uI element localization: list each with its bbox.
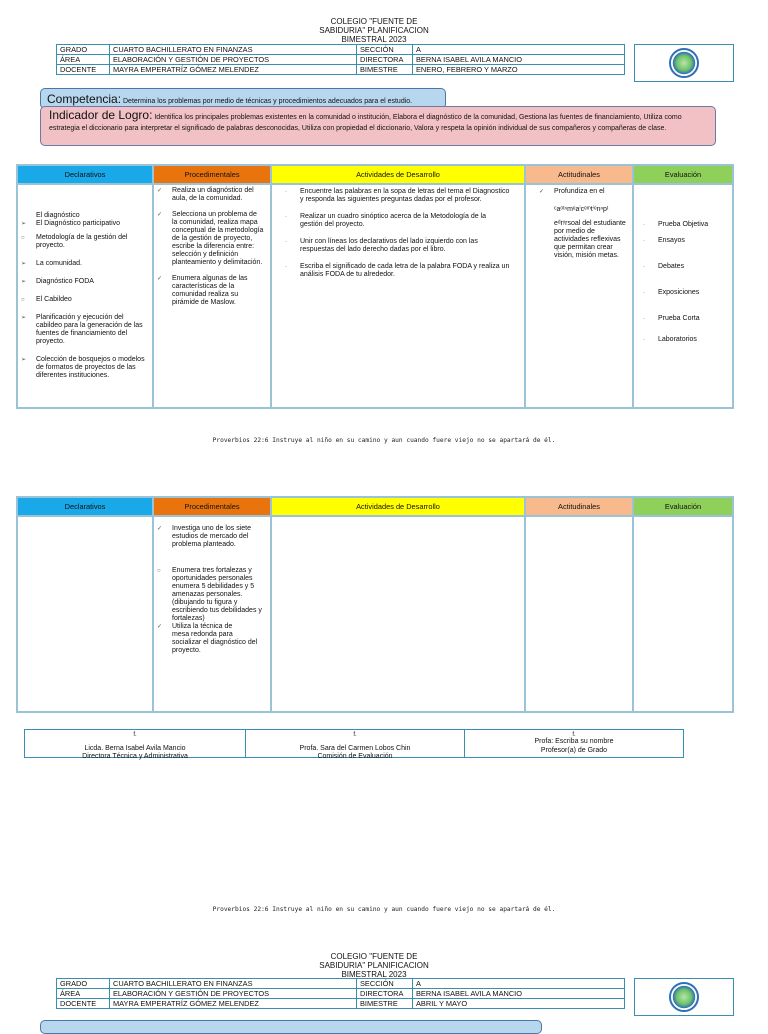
col-declarativos: Declarativos <box>17 497 153 516</box>
school-seal-icon <box>669 982 699 1012</box>
grado-label: GRADO <box>57 979 110 989</box>
list-item: ➢ Planificación y ejecución del cabildeo para la generación de las fuentes de financiamiento del proyecto. <box>21 314 143 345</box>
school-name: COLEGIO "FUENTE DE <box>330 17 418 26</box>
footer-proverb-2: Proverbios 22:6 Instruye al niño en su camino y aun cuando fuere viejo no se apartará de él. <box>212 906 556 913</box>
document-header-2 <box>268 952 480 979</box>
signature-directora: f. Licda. Berna Isabel Avila Mancio Directora Técnica y Administrativa <box>25 730 246 758</box>
col-actividades: Actividades de Desarrollo <box>271 165 525 184</box>
declarativos-cell <box>17 184 153 408</box>
actividades-cell <box>271 184 525 408</box>
list-item: ✓ Selecciona un problema de la comunidad, realiza mapa conceptual de la metodología de la gestión de proyecto, escribe la diferencia entre: selección y definición planteamiento y delimitación. <box>157 211 264 266</box>
list-item: · Encuentre las palabras en la sopa de letras del tema el Diagnostico y responda las siguientes preguntas dadas por el profesor. <box>285 188 510 203</box>
competencia-label: Competencia: <box>47 92 122 106</box>
list-item: · Realizar un cuadro sinóptico acerca de la Metodología de la gestión del proyecto. <box>285 213 487 228</box>
list-item: · Ensayos <box>643 237 685 244</box>
list-item: ᶜaᵒᵗⁿmᵉaⁱcᵉᵐtⁱᵉnⁿpᵗ <box>554 206 609 213</box>
directora-label: DIRECTORA <box>357 55 413 65</box>
procedimentales-cell <box>153 516 271 712</box>
col-evaluacion: Evaluación <box>633 497 733 516</box>
procedimentales-cell <box>153 184 271 408</box>
school-name-2: SABIDURIA" PLANIFICACION <box>319 961 429 970</box>
indicador-label: Indicador de Logro: <box>49 108 153 122</box>
signature-profesor: f. Profa: Escriba su nombre Profesor(a) de Grado <box>465 730 684 758</box>
info-table-2 <box>56 978 625 1009</box>
col-procedimentales: Procedimentales <box>153 497 271 516</box>
list-item: ✓ Realiza un diagnóstico del aula, de la comunidad. <box>157 187 254 202</box>
plan-table-2 <box>16 496 734 713</box>
actitudinales-cell <box>525 184 633 408</box>
list-item: · Unir con líneas los declarativos del lado izquierdo con las respuestas del lado derecho dadas por el libro. <box>285 238 478 253</box>
plan-table-1 <box>16 164 734 409</box>
list-item: · Exposiciones <box>643 289 700 296</box>
list-item: ✓ Enumera algunas de las características de la comunidad realiza su pirámide de Maslow. <box>157 275 248 306</box>
bimestre-value: ABRIL Y MAYO <box>413 999 625 1009</box>
area-value: ELABORACIÓN Y GESTIÓN DE PROYECTOS <box>110 55 357 65</box>
list-item: · Prueba Objetiva <box>643 221 709 228</box>
list-item: ➢ Diagnóstico FODA <box>21 278 94 285</box>
list-item: ✓ Profundiza en el <box>539 188 605 195</box>
school-seal-icon <box>669 48 699 78</box>
list-item: · Prueba Corta <box>643 315 700 322</box>
col-evaluacion: Evaluación <box>633 165 733 184</box>
indicador-text-1: Identifica los principales problemas existentes en la comunidad o institución, Elabora el diagnóstico de la comunidad, Gestiona las fuentes de financiamiento, Utiliza como <box>154 114 682 121</box>
list-item: ○ El Cabildeo <box>21 296 72 303</box>
logo-cell <box>634 978 734 1016</box>
docente-label: DOCENTE <box>57 999 110 1009</box>
seccion-value: A <box>413 45 625 55</box>
directora-label: DIRECTORA <box>357 989 413 999</box>
col-actividades: Actividades de Desarrollo <box>271 497 525 516</box>
document-header <box>268 17 480 44</box>
grado-label: GRADO <box>57 45 110 55</box>
area-label: ÁREA <box>57 989 110 999</box>
competencia-text: Determina los problemas por medio de técnicas y procedimientos adecuados para el estudio. <box>123 98 413 105</box>
col-declarativos: Declarativos <box>17 165 153 184</box>
bimestre-value: ENERO, FEBRERO Y MARZO <box>413 65 625 75</box>
list-item: ➢ La comunidad. <box>21 260 82 267</box>
school-name-2: SABIDURIA" PLANIFICACION <box>319 26 429 35</box>
actitudinales-cell <box>525 516 633 712</box>
signature-comision: f. Profa. Sara del Carmen Lobos Chin Comisión de Evaluación <box>246 730 465 758</box>
directora-value: BERNA ISABEL AVILA MANCIO <box>413 989 625 999</box>
competencia-box-2 <box>40 1020 542 1034</box>
evaluacion-cell <box>633 184 733 408</box>
list-item: ➢ El Diagnóstico participativo <box>21 220 121 227</box>
list-item: · Escriba el significado de cada letra de la palabra FODA y realiza un análisis FODA de tu alrededor. <box>285 263 510 278</box>
grado-value: CUARTO BACHILLERATO EN FINANZAS <box>110 45 357 55</box>
list-item: eᵈrʸrsoal del estudiante por medio de actividades reflexivas que permitan crear visión, misión metas. <box>554 220 626 259</box>
period-label: BIMESTRAL 2023 <box>341 970 407 979</box>
area-value: ELABORACIÓN Y GESTIÓN DE PROYECTOS <box>110 989 357 999</box>
indicador-box <box>40 106 716 146</box>
seccion-value: A <box>413 979 625 989</box>
seccion-label: SECCIÓN <box>357 45 413 55</box>
bimestre-label: BIMESTRE <box>357 999 413 1009</box>
grado-value: CUARTO BACHILLERATO EN FINANZAS <box>110 979 357 989</box>
area-label: ÁREA <box>57 55 110 65</box>
list-item: El diagnóstico <box>36 212 80 219</box>
list-item: · Laboratorios <box>643 336 697 343</box>
list-item: ✓ Investiga uno de los siete estudios de mercado del problema planteado. <box>157 525 251 548</box>
col-procedimentales: Procedimentales <box>153 165 271 184</box>
list-item: ○ Enumera tres fortalezas y oportunidades personales enumera 5 debilidades y 5 amenazas personales. (dibujando tu figura y escribiendo tus debilidades y fortalezas) <box>157 567 262 622</box>
list-item: · Debates <box>643 263 685 270</box>
signature-table <box>24 729 684 758</box>
evaluacion-cell <box>633 516 733 712</box>
docente-label: DOCENTE <box>57 65 110 75</box>
footer-proverb: Proverbios 22:6 Instruye al niño en su camino y aun cuando fuere viejo no se apartará de él. <box>212 437 556 444</box>
school-name: COLEGIO "FUENTE DE <box>330 952 418 961</box>
docente-value: MAYRA EMPERATRÍZ GÓMEZ MELENDEZ <box>110 999 357 1009</box>
list-item: ➢ Colección de bosquejos o modelos de formatos de proyectos de las diferentes instituciones. <box>21 356 145 379</box>
logo-cell <box>634 44 734 82</box>
directora-value: BERNA ISABEL AVILA MANCIO <box>413 55 625 65</box>
actividades-cell <box>271 516 525 712</box>
docente-value: MAYRA EMPERATRÍZ GÓMEZ MELENDEZ <box>110 65 357 75</box>
declarativos-cell <box>17 516 153 712</box>
list-item: mesa redonda para socializar el diagnóstico del proyecto. <box>172 631 258 654</box>
indicador-text-2: estrategia el diccionario para interpretar el significado de palabras desconocidas, Utiliza con propiedad el diccionario, Valora y respeta la opinión individual de sus compañeros y compañeras de clase. <box>49 125 667 132</box>
period-label: BIMESTRAL 2023 <box>341 35 407 44</box>
col-actitudinales: Actitudinales <box>525 165 633 184</box>
col-actitudinales: Actitudinales <box>525 497 633 516</box>
seccion-label: SECCIÓN <box>357 979 413 989</box>
list-item: ✓ Utiliza la técnica de <box>157 623 233 630</box>
info-table <box>56 44 625 75</box>
bimestre-label: BIMESTRE <box>357 65 413 75</box>
list-item: ○ Metodología de la gestión del proyecto. <box>21 234 128 249</box>
